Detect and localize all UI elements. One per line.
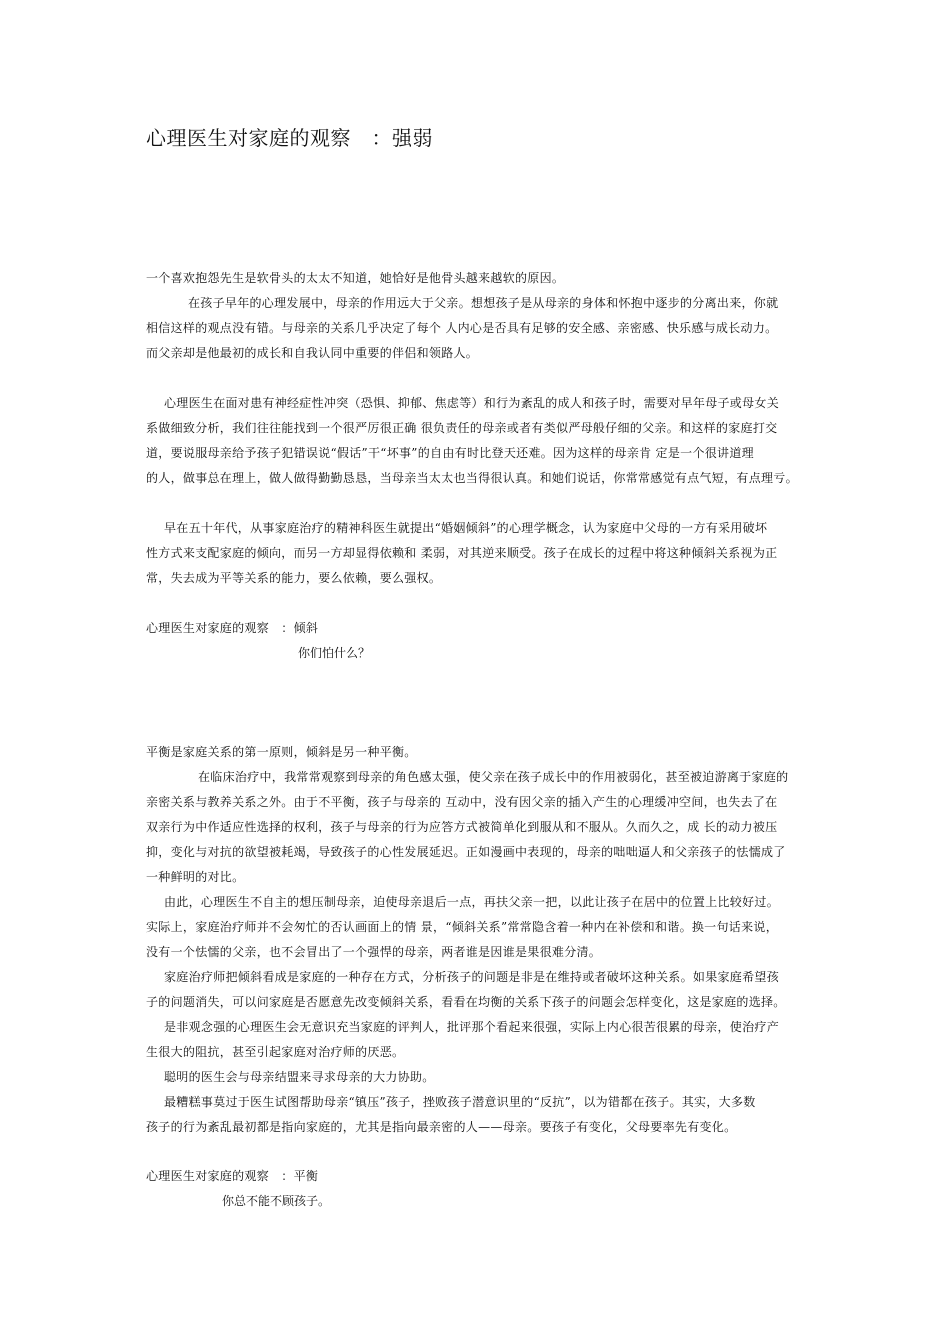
section-heading: 心理医生对家庭的观察 ：平衡 [146, 1169, 319, 1183]
paragraph-line: 在临床治疗中，我常常观察到母亲的角色感太强，使父亲在孩子成长中的作用被弱化，甚至被迫游离于家庭的 [198, 770, 789, 784]
paragraph-line: 常，失去成为平等关系的能力，要么依赖，要么强权。 [146, 571, 442, 585]
paragraph-line: 亲密关系与教养关系之外。由于不平衡，孩子与母亲的 互动中，没有因父亲的插入产生的心理缓冲空间，也失去了在 [146, 795, 778, 809]
lead-sentence: 一个喜欢抱怨先生是软骨头的太太不知道，她恰好是他骨头越来越软的原因。 [146, 271, 565, 285]
paragraph-line: 由此，心理医生不自主的想压制母亲，迫使母亲退后一点，再扶父亲一把，以此让孩子在居中的位置上比较好过。 [164, 895, 780, 909]
lead-sentence: 平衡是家庭关系的第一原则，倾斜是另一种平衡。 [146, 745, 417, 759]
paragraph-line: 是非观念强的心理医生会无意识充当家庭的评判人，批评那个看起来很强，实际上内心很苦很累的母亲，使治疗产 [164, 1020, 780, 1034]
page-title: 心理医生对家庭的观察 ：强弱 [146, 126, 433, 150]
paragraph-line: 而父亲却是他最初的成长和自我认同中重要的伴侣和领路人。 [146, 346, 479, 360]
paragraph-line: 系做细致分析，我们往往能找到一个很严厉很正确 很负责任的母亲或者有类似严母般仔细的父亲。和这样的家庭打交 [146, 421, 778, 435]
section-heading: 心理医生对家庭的观察 ：倾斜 [146, 621, 319, 635]
paragraph-line: 聪明的医生会与母亲结盟来寻求母亲的大力协助。 [164, 1070, 435, 1084]
paragraph-line: 性方式来支配家庭的倾向，而另一方却显得依赖和 柔弱，对其逆来顺受。孩子在成长的过程中将这种倾斜关系视为正 [146, 546, 778, 560]
paragraph-line: 生很大的阻抗，甚至引起家庭对治疗师的厌恶。 [146, 1045, 405, 1059]
section-subheading: 你们怕什么？ [298, 646, 371, 660]
paragraph-line: 相信这样的观点没有错。与母亲的关系几乎决定了每个 人内心是否具有足够的安全感、亲密感、快乐感与成长动力。 [146, 321, 778, 335]
paragraph-line: 孩子的行为紊乱最初都是指向家庭的，尤其是指向最亲密的人——母亲。要孩子有变化，父母要率先有变化。 [146, 1120, 737, 1134]
paragraph-line: 子的问题消失，可以问家庭是否愿意先改变倾斜关系，看看在均衡的关系下孩子的问题会怎样变化，这是家庭的选择。 [146, 995, 786, 1009]
paragraph-line: 最糟糕事莫过于医生试图帮助母亲“镇压”孩子，挫败孩子潜意识里的“反抗”，以为错都在孩子。其实，大多数 [164, 1095, 756, 1109]
section-subheading: 你总不能不顾孩子。 [222, 1194, 331, 1208]
paragraph-line: 一种鲜明的对比。 [146, 870, 245, 884]
paragraph-line: 家庭治疗师把倾斜看成是家庭的一种存在方式，分析孩子的问题是非是在维持或者破坏这种关系。如果家庭希望孩 [164, 970, 780, 984]
paragraph-line: 抑，变化与对抗的欲望被耗竭，导致孩子的心性发展延迟。正如漫画中表现的，母亲的咄咄逼人和父亲孩子的怯懦成了 [146, 845, 786, 859]
paragraph-line: 双亲行为中作适应性选择的权利，孩子与母亲的行为应答方式被简单化到服从和不服从。久而久之，成 长的动力被压 [146, 820, 778, 834]
paragraph-line: 没有一个怯懦的父亲，也不会冒出了一个强悍的母亲，两者谁是因谁是果很难分清。 [146, 945, 602, 959]
paragraph-line: 心理医生在面对患有神经症性冲突（恐惧、抑郁、焦虑等）和行为紊乱的成人和孩子时，需要对早年母子或母女关 [164, 396, 780, 410]
paragraph-line: 的人，做事总在理上，做人做得勤勤恳恳，当母亲当太太也当得很认真。和她们说话，你常常感觉有点气短，有点理亏。 [146, 471, 798, 485]
paragraph-line: 早在五十年代，从事家庭治疗的精神科医生就提出“婚姻倾斜”的心理学概念，认为家庭中父母的一方有采用破坏 [164, 521, 768, 535]
paragraph-line: 道，要说服母亲给予孩子犯错误说“假话”干“坏事”的自由有时比登天还难。因为这样的母亲肯 定是一个很讲道理 [146, 446, 754, 460]
paragraph-line: 实际上，家庭治疗师并不会匆忙的否认画面上的情 景，“倾斜关系”常常隐含着一种内在补偿和和谐。换一句话来说， [146, 920, 778, 934]
paragraph-line: 在孩子早年的心理发展中，母亲的作用远大于父亲。想想孩子是从母亲的身体和怀抱中逐步的分离出来，你就 [188, 296, 779, 310]
